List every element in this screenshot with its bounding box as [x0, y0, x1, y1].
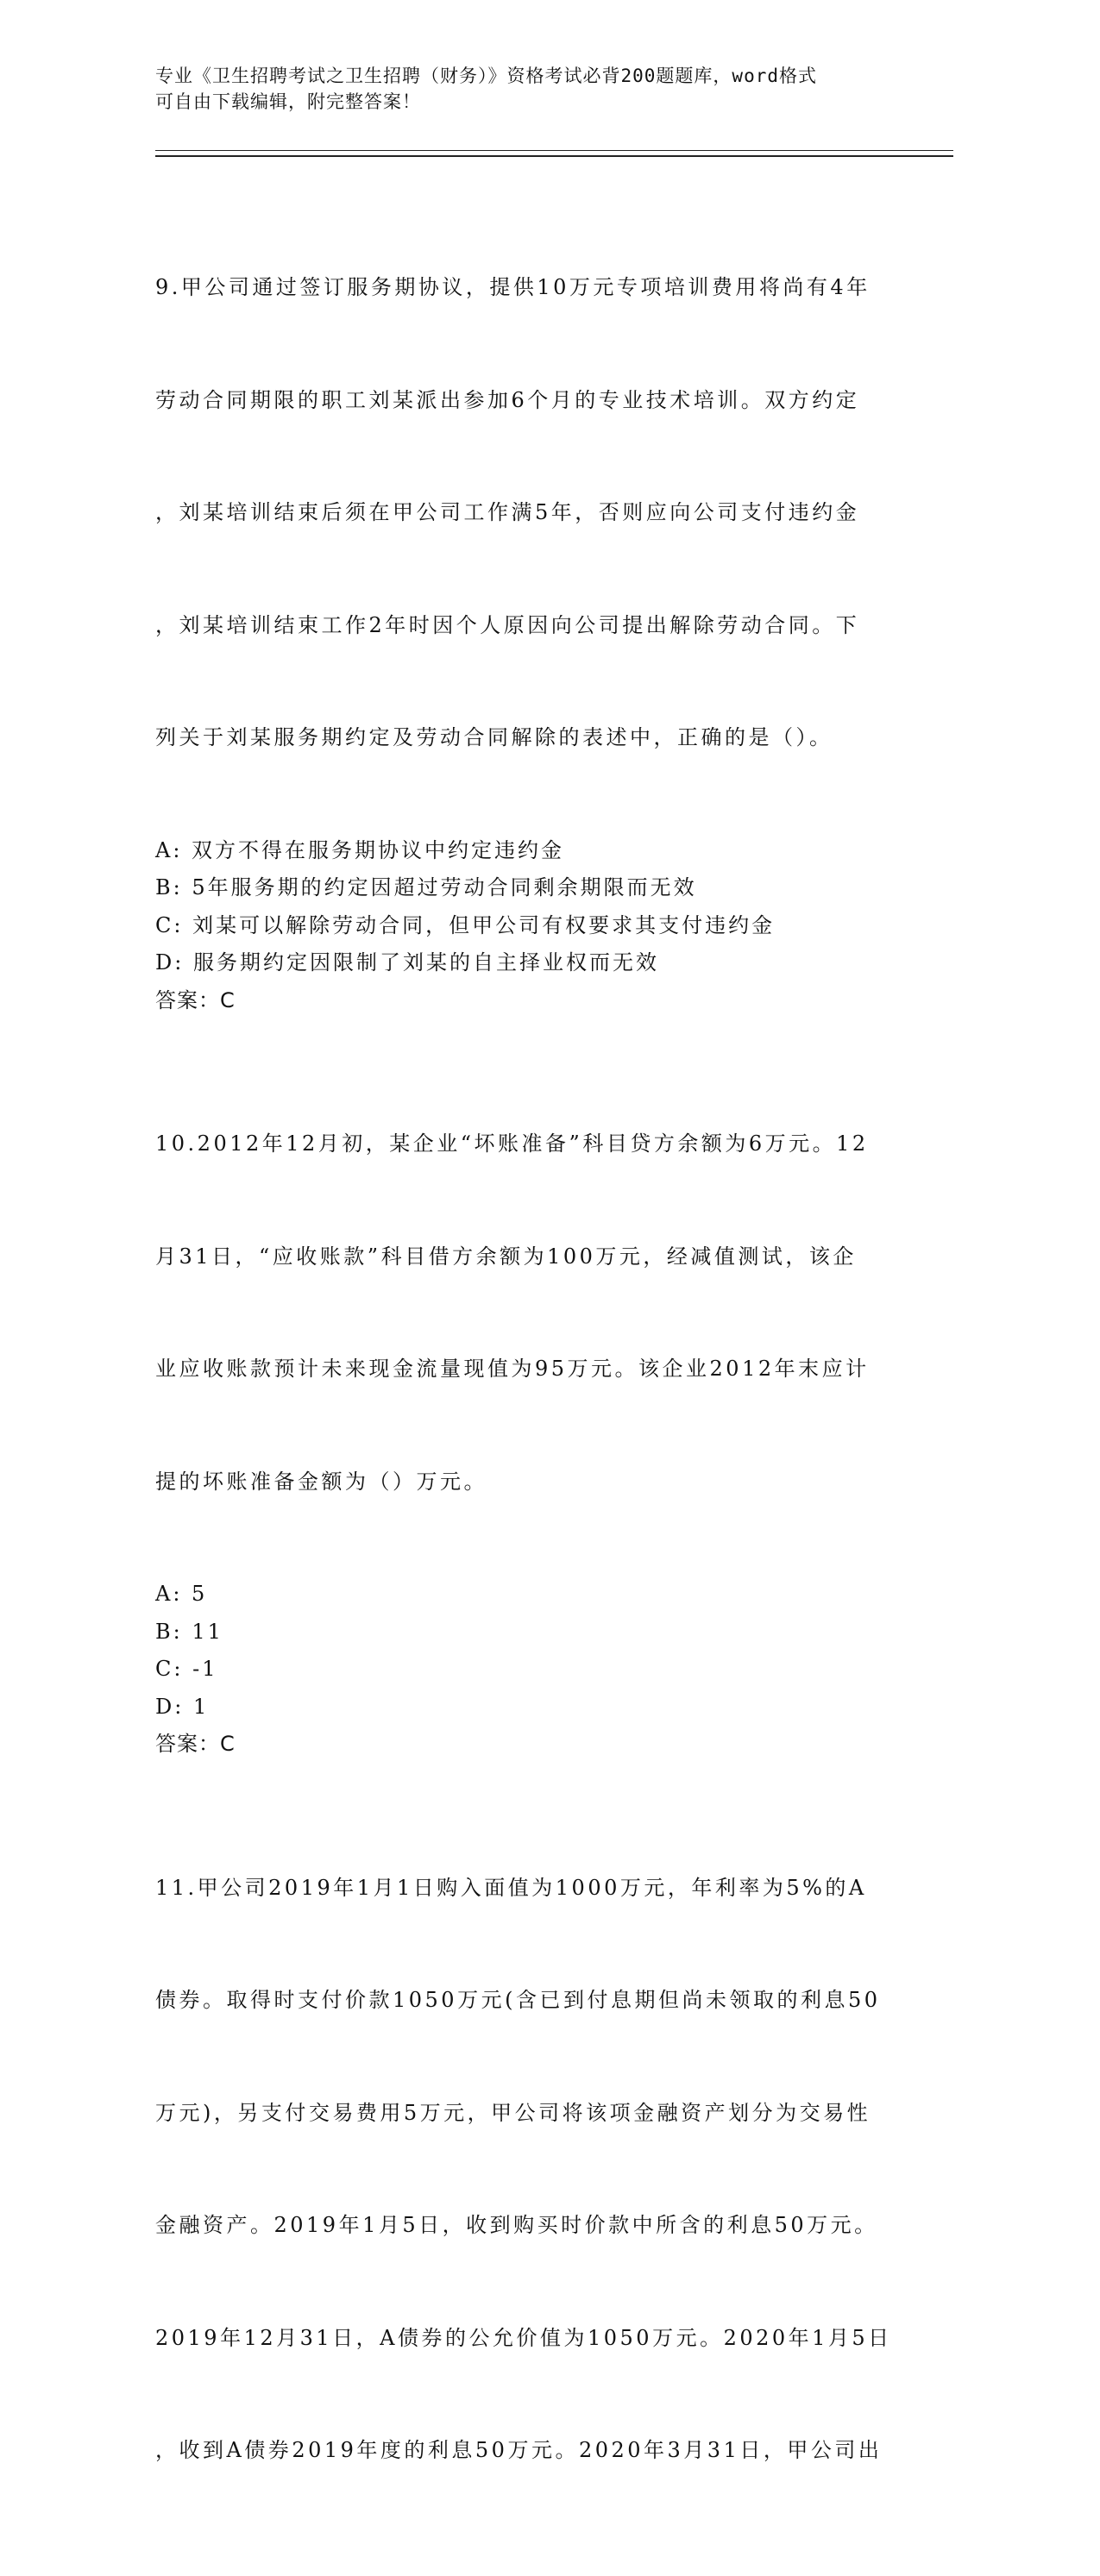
stem-line: 月31日，“应收账款”科目借方余额为100万元，经减值测试，该企 — [155, 1244, 857, 1269]
option-d: D: 1 — [155, 1694, 210, 1719]
header-line-1: 专业《卫生招聘考试之卫生招聘（财务）》资格考试必背200题题库，word格式 — [155, 66, 817, 86]
document-header — [155, 63, 915, 115]
question-9 — [155, 194, 897, 1019]
answer: 答案：C — [155, 1732, 236, 1756]
option-b: B: 5年服务期的约定因超过劳动合同剩余期限而无效 — [155, 875, 697, 899]
option-c: C: -1 — [155, 1657, 218, 1681]
option-c: C: 刘某可以解除劳动合同，但甲公司有权要求其支付违约金 — [155, 912, 776, 937]
option-d: D: 服务期约定因限制了刘某的自主择业权而无效 — [155, 950, 659, 975]
stem-line: 11.甲公司2019年1月1日购入面值为1000万元，年利率为5%的A — [155, 1875, 867, 1900]
stem-line: ，刘某培训结束后须在甲公司工作满5年，否则应向公司支付违约金 — [155, 500, 860, 524]
question-stem — [155, 194, 897, 832]
question-stem — [155, 1795, 897, 2545]
stem-line: 债券。取得时支付价款1050万元(含已到付息期但尚未领取的利息50 — [155, 1988, 881, 2012]
stem-line: 业应收账款预计未来现金流量现值为95万元。该企业2012年末应计 — [155, 1357, 870, 1381]
stem-line: 列关于刘某服务期约定及劳动合同解除的表述中，正确的是（）。 — [155, 725, 833, 749]
option-a: A: 5 — [155, 1582, 208, 1606]
option-b: B: 11 — [155, 1619, 223, 1644]
question-10 — [155, 1050, 897, 1764]
question-list — [155, 194, 897, 2576]
answer: 答案：C — [155, 987, 236, 1012]
stem-line: ，收到A债券2019年度的利息50万元。2020年3月31日，甲公司出 — [155, 2438, 883, 2462]
stem-line: 劳动合同期限的职工刘某派出参加6个月的专业技术培训。双方约定 — [155, 387, 860, 412]
stem-line: 金融资产。2019年1月5日，收到购买时价款中所含的利息50万元。 — [155, 2213, 878, 2237]
header-divider — [155, 150, 953, 157]
stem-line: 万元)，另支付交易费用5万元，甲公司将该项金融资产划分为交易性 — [155, 2100, 871, 2125]
question-stem — [155, 1050, 897, 1576]
stem-line: 提的坏账准备金额为（）万元。 — [155, 1469, 487, 1494]
option-a: A: 双方不得在服务期协议中约定违约金 — [155, 837, 565, 862]
stem-line: 2019年12月31日，A债券的公允价值为1050万元。2020年1月5日 — [155, 2325, 892, 2350]
stem-line: 9.甲公司通过签订服务期协议，提供10万元专项培训费用将尚有4年 — [155, 275, 871, 299]
stem-line: 10.2012年12月初，某企业“坏账准备”科目贷方余额为6万元。12 — [155, 1131, 869, 1156]
header-line-2: 可自由下载编辑，附完整答案！ — [155, 91, 421, 112]
stem-line: ，刘某培训结束工作2年时因个人原因向公司提出解除劳动合同。下 — [155, 612, 860, 637]
question-11 — [155, 1795, 897, 2545]
